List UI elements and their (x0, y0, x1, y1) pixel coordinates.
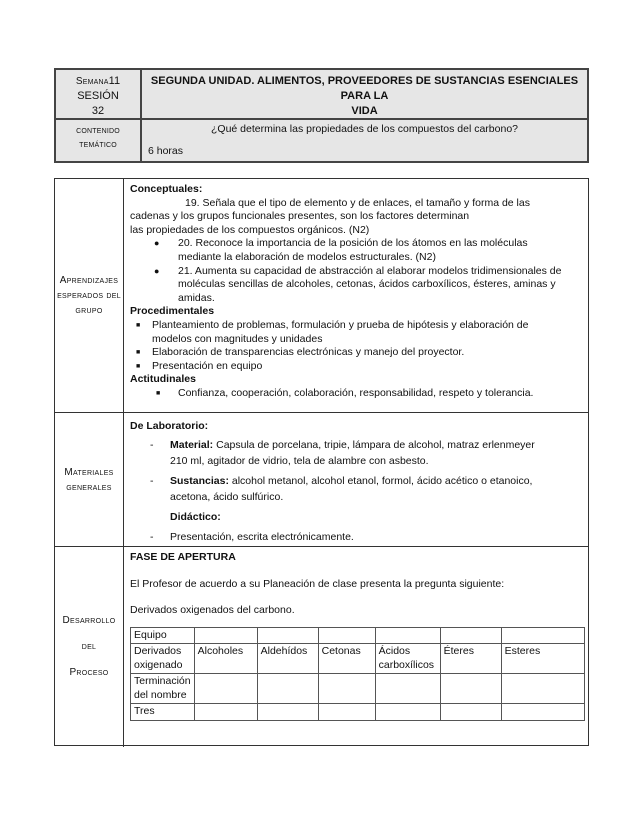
table-cell: Ácidos carboxílicos (375, 644, 440, 674)
material-line2: 210 ml, agitador de vidrio, tela de alambre con asbesto. (170, 455, 429, 467)
actitudinales-title: Actitudinales (130, 373, 196, 386)
table-cell (318, 704, 375, 721)
unidad-title-line2: VIDA (351, 105, 378, 117)
proc2 (130, 346, 582, 360)
semana-label: Semana (75, 76, 109, 87)
sustancias-label: Sustancias: (170, 475, 229, 487)
derivados-table (130, 627, 585, 721)
unidad-title-line1: SEGUNDA UNIDAD. ALIMENTOS, PROVEEDORES DE SUSTANCIAS ESENCIALES PARA LA (150, 75, 579, 102)
pregunta-text: ¿Qué determina las propiedades de los compuestos del carbono? (210, 123, 519, 135)
table-cell (194, 704, 257, 721)
materiales-row (55, 413, 588, 547)
laboratorio-title: De Laboratorio: (130, 420, 209, 432)
main-table (54, 178, 589, 746)
horas-text: 6 horas (148, 145, 184, 157)
terminacion-cell: Terminación del nombre (131, 674, 195, 704)
presentacion-item (130, 529, 582, 545)
aprendizajes-label-line2: esperados del (57, 290, 121, 301)
sustancias-line1: alcohol metanol, alcohol etanol, formol, ácido acético o etanoico, (228, 475, 533, 487)
table-cell (440, 627, 501, 644)
unidad-cell (141, 69, 588, 119)
table-row (131, 627, 585, 644)
didactico-title: Didáctico: (170, 511, 221, 523)
bullet-square-icon: ■ (136, 362, 141, 370)
table-cell (257, 674, 318, 704)
material-line1: Capsula de porcelana, tripie, lámpara de alcohol, matraz erlenmeyer (213, 439, 535, 451)
material-item (130, 437, 582, 469)
aprendizajes-label-line1: Aprendizajes (59, 275, 119, 286)
materiales-label (55, 413, 124, 546)
table-cell: Cetonas (318, 644, 375, 674)
table-cell (375, 674, 440, 704)
proc3-text: Presentación en equipo (152, 359, 263, 372)
pregunta-cell (141, 119, 588, 162)
proc1-line1: Planteamiento de problemas, formulación y prueba de hipótesis y elaboración de (152, 318, 529, 331)
materiales-content (130, 418, 582, 545)
dash-icon: - (150, 439, 154, 451)
item21-line2: moléculas sencillas de alcoholes, cetonas, ácidos carboxílicos, ésteres, aminas y (178, 278, 556, 291)
table-cell (257, 627, 318, 644)
materiales-label-line2: generales (66, 481, 112, 493)
contenido-label-line1: contenido (76, 125, 120, 136)
act1-text: Confianza, cooperación, colaboración, responsabilidad, respeto y tolerancia. (178, 386, 534, 399)
table-row (131, 704, 585, 721)
tres-cell: Tres (131, 704, 195, 721)
materiales-label-line1: Materiales (64, 466, 114, 478)
presentacion-text: Presentación, escrita electrónicamente. (170, 531, 354, 543)
table-row (131, 674, 585, 704)
desarrollo-row (55, 547, 588, 747)
item19-line1: 19. Señala que el tipo de elemento y de enlaces, el tamaño y forma de las (185, 196, 530, 209)
desarrollo-content (130, 551, 582, 721)
bullet-square-icon: ■ (156, 389, 161, 397)
desarrollo-label-line1: Desarrollo del (62, 615, 116, 652)
material-label: Material: (170, 439, 214, 451)
table-cell (375, 627, 440, 644)
proc1-line2: modelos con magnitudes y unidades (152, 332, 323, 345)
table-cell: Alcoholes (194, 644, 257, 674)
sesion-number: 32 (91, 105, 105, 117)
item21-line3: amidas. (178, 291, 215, 304)
table-cell: Aldehídos (257, 644, 318, 674)
table-cell (501, 704, 584, 721)
desarrollo-label (55, 547, 124, 747)
proc2-text: Elaboración de transparencias electrónicas y manejo del proyector. (152, 346, 465, 359)
item19-line2: cadenas y los grupos funcionales presentes, son los factores determinan (130, 210, 470, 223)
item20-line1: 20. Reconoce la importancia de la posición de los átomos en las moléculas (178, 237, 528, 250)
act1 (130, 387, 582, 401)
table-cell (318, 674, 375, 704)
equipo-cell: Equipo (131, 627, 195, 644)
table-cell (440, 704, 501, 721)
sustancias-line2: acetona, ácido sulfúrico. (170, 491, 284, 503)
bullet-dot-icon: ● (154, 238, 160, 249)
item19-line3: las propiedades de los compuestos orgánicos. (N2) (130, 223, 370, 236)
table-cell (375, 704, 440, 721)
table-cell (318, 627, 375, 644)
item21 (130, 265, 582, 306)
sesion-label: SESIÓN (77, 90, 119, 102)
item21-line1: 21. Aumenta su capacidad de abstracción al elaborar modelos tridimensionales de (178, 264, 562, 277)
conceptuales-title: Conceptuales: (130, 183, 203, 195)
table-cell: Esteres (501, 644, 584, 674)
contenido-cell (55, 119, 141, 162)
table-cell: Derivados oxigenado (131, 644, 195, 674)
proc1 (130, 319, 582, 346)
item20-line2: mediante la elaboración de modelos estructurales. (N2) (178, 250, 436, 263)
item20 (130, 237, 582, 264)
header-table (54, 68, 589, 163)
table-cell (501, 627, 584, 644)
table-row (131, 644, 585, 674)
table-cell (440, 674, 501, 704)
table-cell (257, 704, 318, 721)
dash-icon: - (150, 475, 154, 487)
table-cell (194, 627, 257, 644)
dash-icon: - (150, 531, 154, 543)
aprendizajes-label (55, 179, 124, 412)
aprendizajes-label-line3: grupo (75, 305, 103, 316)
table-cell (194, 674, 257, 704)
bullet-square-icon: ■ (136, 349, 141, 357)
semana-cell (55, 69, 141, 119)
contenido-label-line2: temático (79, 139, 117, 150)
proc3 (130, 360, 582, 374)
sustancias-item (130, 473, 582, 505)
semana-number: 11 (108, 75, 121, 87)
aprendizajes-content (130, 183, 582, 401)
table-cell: Éteres (440, 644, 501, 674)
bullet-dot-icon: ● (154, 265, 160, 276)
intro-text: El Profesor de acuerdo a su Planeación de clase presenta la pregunta siguiente: (130, 577, 505, 590)
aprendizajes-row (55, 179, 588, 413)
derivados-text: Derivados oxigenados del carbono. (130, 604, 295, 617)
procedimentales-title: Procedimentales (130, 305, 215, 318)
desarrollo-label-line2: Proceso (69, 667, 109, 678)
fase-apertura-title: FASE DE APERTURA (130, 551, 236, 563)
table-cell (501, 674, 584, 704)
bullet-square-icon: ■ (136, 321, 141, 329)
